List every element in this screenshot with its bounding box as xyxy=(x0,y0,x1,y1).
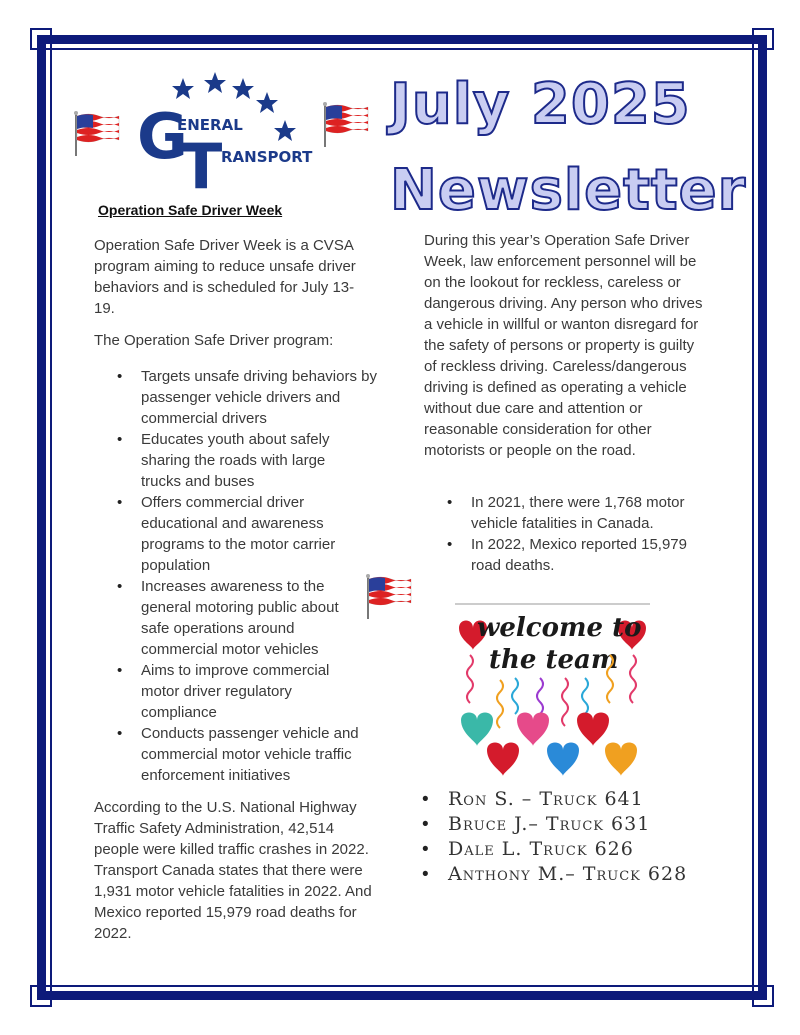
welcome-to-the-team-graphic xyxy=(455,600,650,780)
list-item: • Targets unsafe driving behaviors by passenger vehicle drivers and commercial drivers xyxy=(117,366,377,429)
welcome-line-2: the team xyxy=(489,645,619,675)
team-member-item: • Ron S. – Truck 641 xyxy=(422,787,688,812)
corner-decoration xyxy=(30,985,52,1007)
list-item: • Offers commercial driver educational and awareness programs to the motor carrier population xyxy=(117,492,351,576)
corner-decoration xyxy=(752,985,774,1007)
logo-letter-t: T xyxy=(180,130,223,195)
us-flag-icon xyxy=(73,110,121,156)
list-item: • In 2021, there were 1,768 motor vehicle fatalities in Canada. xyxy=(447,492,707,534)
new-team-members-list xyxy=(422,787,688,887)
enforcement-paragraph: During this year’s Operation Safe Driver Week, law enforcement personnel will be on the lookout for reckless, careless or dangerous driving. Any person who drives a vehicle in willful or wanton disregard for the safety of persons or property is guilty of reckless driving. Careless/dangerous driving is defined as operating a vehicle without due care and attention or reasonable consideration for other motorists or people on the road. xyxy=(424,232,703,459)
newsletter-title-month: July 2025 xyxy=(390,72,691,137)
logo-text-bottom: RANSPORT xyxy=(221,148,313,166)
list-item: • Increases awareness to the general motoring public about safe operations around commercial motor vehicles xyxy=(117,576,361,660)
list-item: • Educates youth about safely sharing the roads with large trucks and buses xyxy=(117,429,341,492)
program-label: The Operation Safe Driver program: xyxy=(94,332,334,349)
logo-letter-g: G xyxy=(137,100,188,173)
corner-decoration xyxy=(752,28,774,50)
list-item: • Aims to improve commercial motor driver regulatory compliance xyxy=(117,660,356,723)
intro-paragraph: Operation Safe Driver Week is a CVSA program aiming to reduce unsafe driver behaviors and is scheduled for July 13-19. xyxy=(94,237,356,317)
us-flag-icon xyxy=(322,101,370,147)
welcome-line-1: welcome to xyxy=(477,613,642,643)
team-member-item: • Bruce J.– Truck 631 xyxy=(422,812,688,837)
corner-decoration xyxy=(30,28,52,50)
stats-bullet-list xyxy=(447,492,707,576)
newsletter-title-word: Newsletter xyxy=(390,158,747,223)
list-item: • In 2022, Mexico reported 15,979 road deaths. xyxy=(447,534,707,576)
closing-paragraph: According to the U.S. National Highway Traffic Safety Administration, 42,514 people were killed traffic crashes in 2022. Transport Canada states that there were 1,931 motor vehicle fatalities in 2022. And Mexico reported 15,979 road deaths for 2022. xyxy=(94,799,372,942)
section-title: Operation Safe Driver Week xyxy=(98,202,283,218)
list-item: • Conducts passenger vehicle and commercial motor vehicle traffic enforcement initiatives xyxy=(117,723,377,786)
logo-text-top: ENERAL xyxy=(177,116,243,134)
team-member-item: • Dale L. Truck 626 xyxy=(422,837,688,862)
program-bullet-list xyxy=(117,366,377,786)
general-transport-logo xyxy=(135,70,315,195)
team-member-item: • Anthony M.– Truck 628 xyxy=(422,862,688,887)
